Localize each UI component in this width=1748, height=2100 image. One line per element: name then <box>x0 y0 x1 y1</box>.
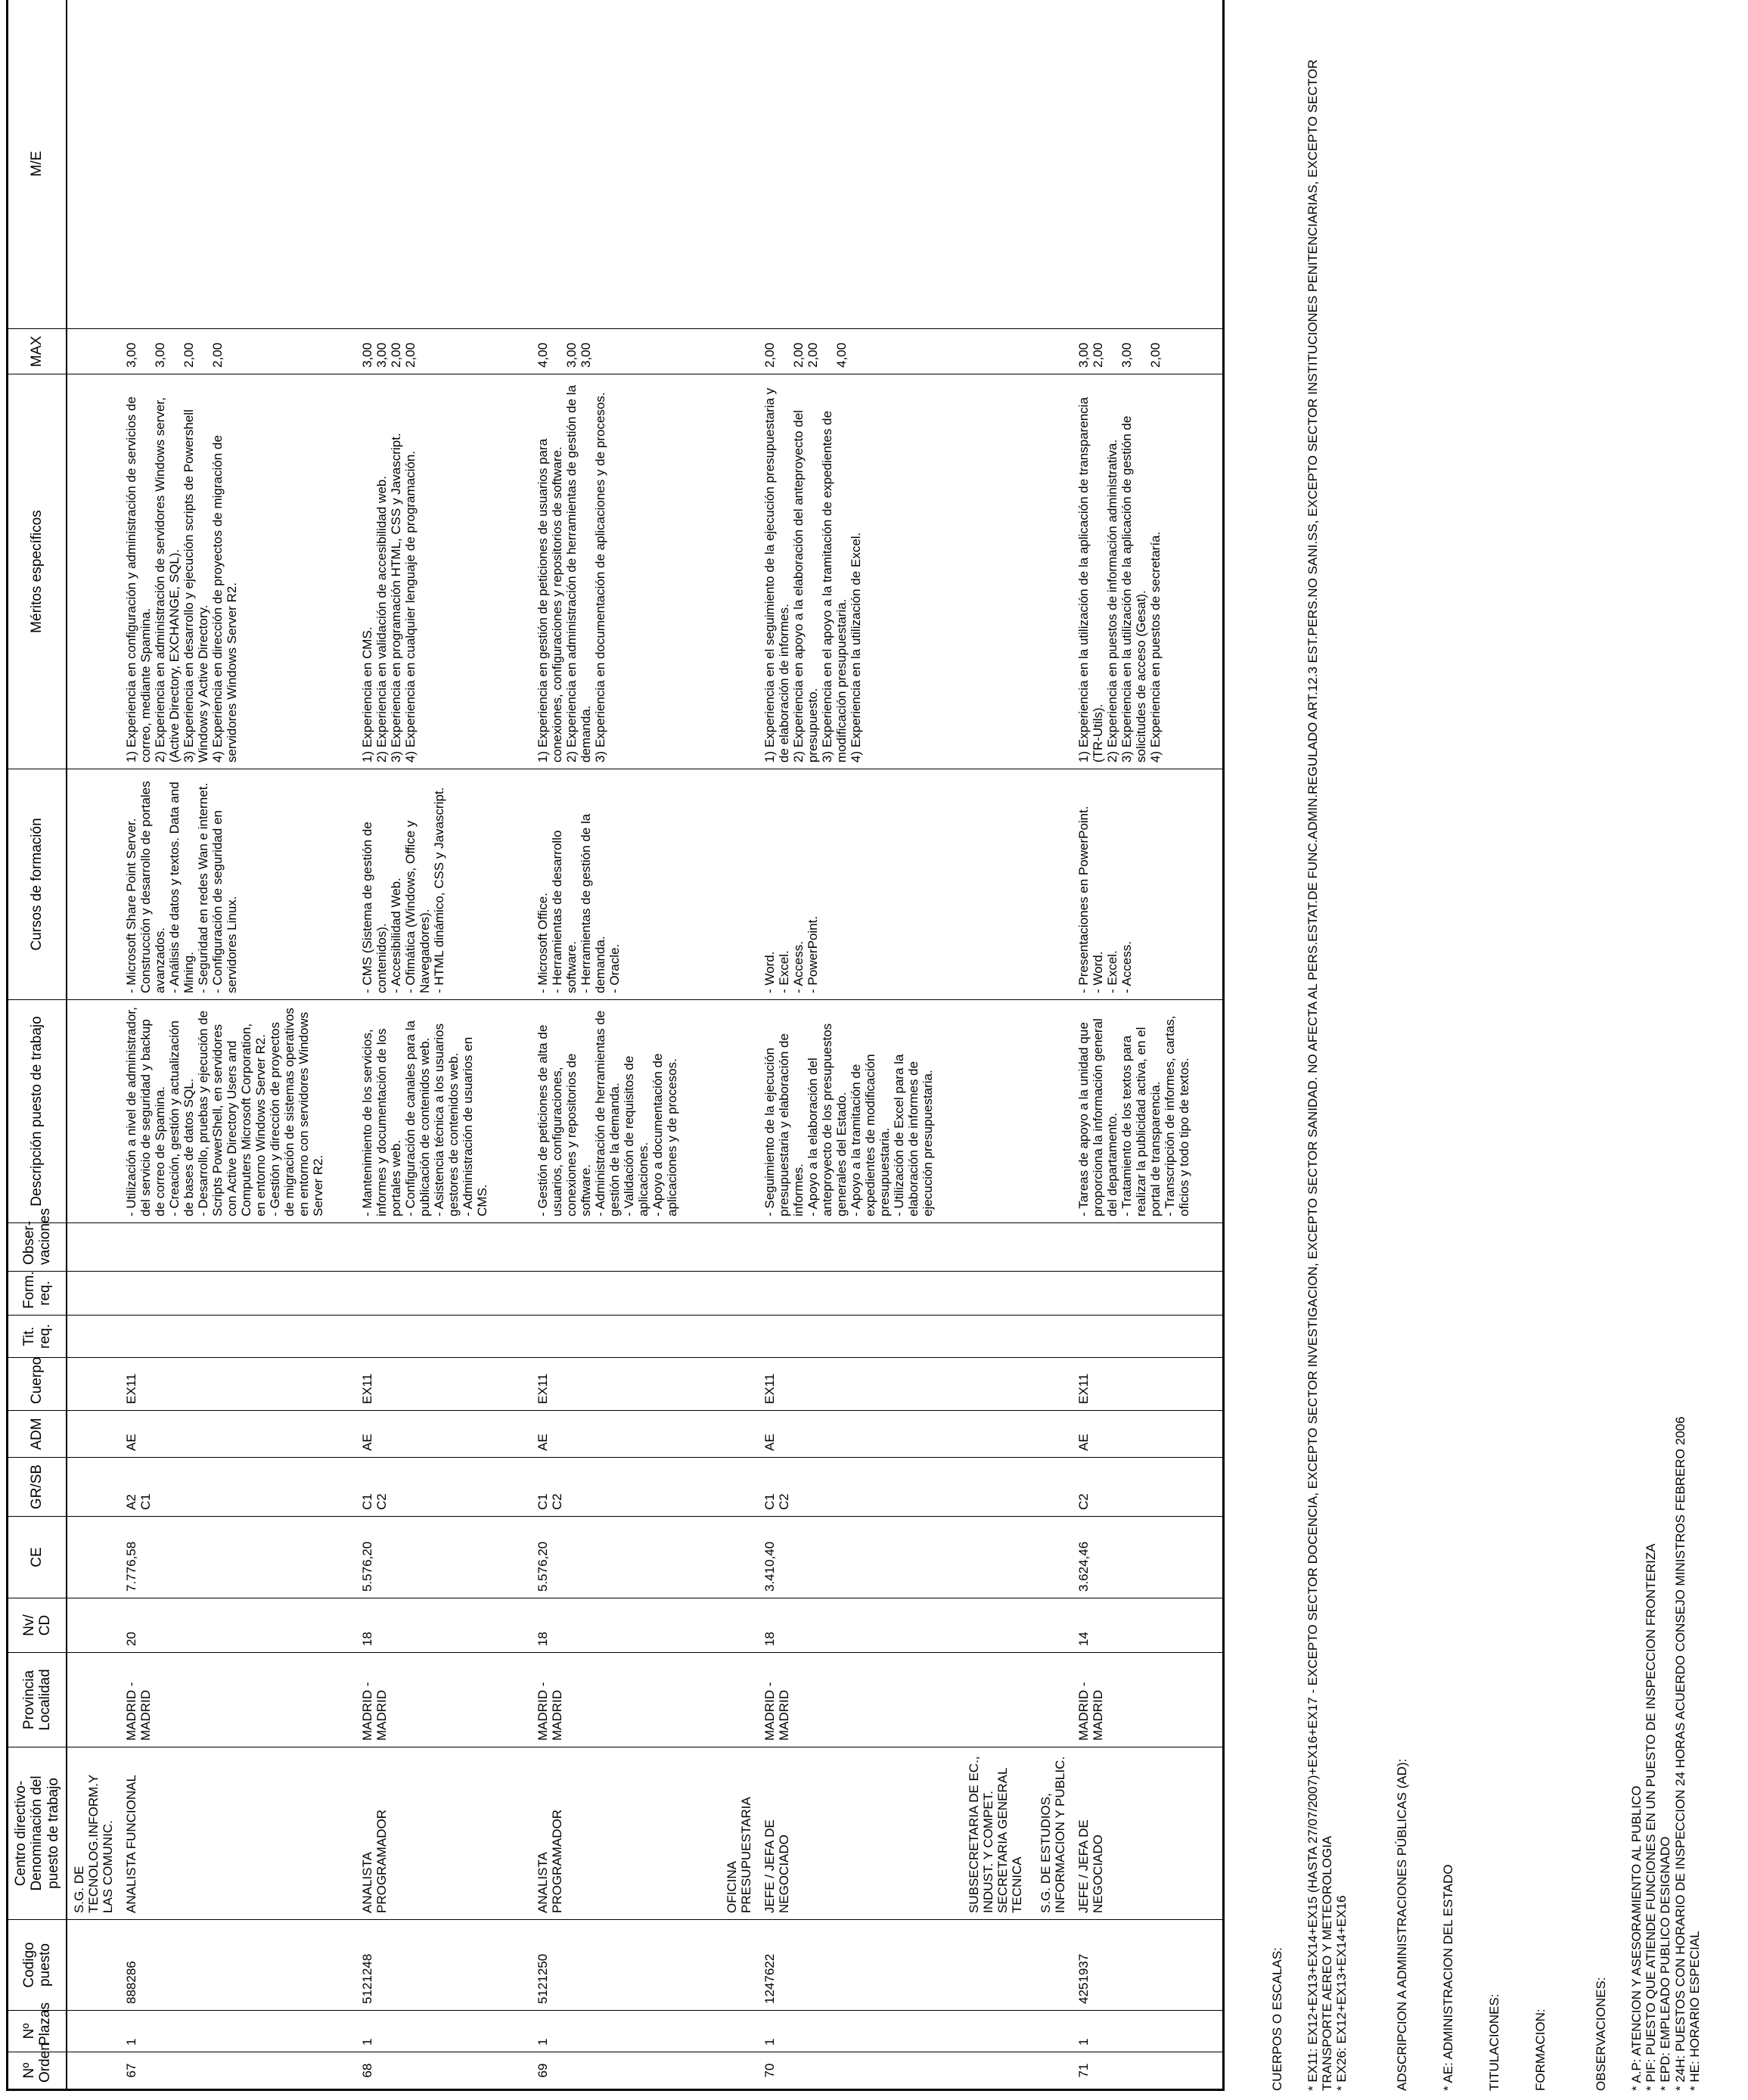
cell-empty <box>67 1598 120 1653</box>
cell-empty <box>522 1517 531 1598</box>
cell-empty <box>67 329 120 374</box>
cuerpos-text: * EX11: EX12+EX13+EX14+EX15 (HASTA 27/07/2007)+EX16+EX17 - EXCEPTO SECTOR DOCENCIA, EXCEPTO SECTOR INVESTIGACION, EXCEPTO SECTOR SANIDAD. NO AFECTA AL PERS.ESTAT.DE FUNC.ADMIN.REGULADO ART.12.3 EST.PERS.NO SANI.SS, EXCEPTO SECTOR INSTITUCIONES PENITENCIARIAS, EXCEPTO SECTOR TRANSPORTE AEREO Y METEOROLOGIA * EX26: EX12+EX13+EX14+EX16 <box>1305 59 1349 2091</box>
col-cursos: Cursos de formación <box>8 769 67 1000</box>
table-row <box>355 0 522 2090</box>
cell-empty <box>962 1517 1072 1598</box>
cell-empty <box>67 1411 120 1458</box>
cell-empty <box>962 329 1072 374</box>
cell-form <box>531 1272 720 1316</box>
cell-puesto: ANALISTA FUNCIONAL <box>120 1747 346 1920</box>
cell-empty <box>522 2011 531 2052</box>
cell-empty <box>962 1653 1072 1747</box>
cell-empty <box>67 1272 120 1316</box>
cell-max: 3,00 3,00 2,00 2,00 <box>355 329 522 374</box>
cell-empty <box>720 0 758 329</box>
cell-empty <box>720 769 758 1000</box>
cell-empty <box>962 2052 1072 2090</box>
adscripcion-text: * AE: ADMINISTRACION DEL ESTADO <box>1441 1864 1456 2091</box>
cell-grsb: C2 <box>1072 1458 1223 1517</box>
unit-row <box>346 0 355 2090</box>
cell-meritos: 1) Experiencia en configuración y administración de servicios de correo, mediante Spamina. 2) Experiencia en administración de servidores Windows server, (Active Directory, EXCHANGE, SQL). 3) Experiencia en desarrollo y ejecución scripts de Powershell Windows y Active Directory. 4) Experiencia en dirección de proyectos de migración de servidores Windows Server R2. <box>120 374 346 769</box>
cell-max: 4,00 3,00 3,00 <box>531 329 720 374</box>
cell-empty <box>67 374 120 769</box>
cell-provincia: MADRID - MADRID <box>355 1653 522 1747</box>
cell-tit <box>120 1316 346 1358</box>
cell-empty <box>346 1653 355 1747</box>
cell-grsb: C1 C2 <box>758 1458 962 1517</box>
table-row <box>1072 0 1223 2090</box>
cell-plazas: 1 <box>758 2011 962 2052</box>
cell-meritos: 1) Experiencia en el seguimiento de la ejecución presupuestaria y de elaboración de informes. 2) Experiencia en apoyo a la elaboración del anteproyecto del presupuesto. 3) Experiencia en el apoyo a la tramitación de expedientes de modificación presupuestaria. 4) Experiencia en la utilización de Excel. <box>758 374 962 769</box>
cell-codigo: 5121250 <box>531 1920 720 2011</box>
col-descripcion: Descripción puesto de trabajo <box>8 1000 67 1223</box>
cell-empty <box>67 1653 120 1747</box>
cell-empty <box>522 1598 531 1653</box>
col-codigo: Codigo puesto <box>8 1920 67 2011</box>
cell-adm: AE <box>531 1411 720 1458</box>
cuerpos-label: CUERPOS O ESCALAS: <box>1269 1947 1284 2091</box>
cell-me <box>1072 0 1223 329</box>
col-nivel: Nv/ CD <box>8 1598 67 1653</box>
cell-empty <box>522 1272 531 1316</box>
col-max: MAX <box>8 329 67 374</box>
cell-empty <box>346 1272 355 1316</box>
cell-empty <box>522 1358 531 1411</box>
cell-unit: SUBSECRETARIA DE EC., INDUST. Y COMPET. SECRETARIA GENERAL TECNICA S.G. DE ESTUDIOS, INFORMACION Y PUBLIC. <box>962 1747 1072 1920</box>
cell-descripcion: - Gestión de peticiones de alta de usuarios, configuraciones, conexiones y repositorios de software. - Administración de herramientas de gestión de la demanda. - Validación de requisitos de aplicaciones. - Apoyo a documentación de aplicaciones y de procesos. <box>531 1000 720 1223</box>
cell-empty <box>346 374 355 769</box>
cell-empty <box>522 374 531 769</box>
footer-notes <box>1240 18 1748 2091</box>
cell-cursos: - Presentaciones en PowerPoint. - Word. - Excel. - Access. <box>1072 769 1223 1000</box>
cell-form <box>758 1272 962 1316</box>
cell-empty <box>522 329 531 374</box>
cell-plazas: 1 <box>1072 2011 1223 2052</box>
cell-cuerpo: EX11 <box>1072 1358 1223 1411</box>
cell-empty <box>346 1458 355 1517</box>
job-positions-table <box>6 0 1225 2091</box>
table-row <box>531 0 720 2090</box>
unit-row <box>720 0 758 2090</box>
cell-empty <box>962 1411 1072 1458</box>
cell-adm: AE <box>355 1411 522 1458</box>
cell-me <box>355 0 522 329</box>
cell-cursos: - Microsoft Office. - Herramientas de desarrollo software. - Herramientas de gestión de la demanda. - Oracle. <box>531 769 720 1000</box>
col-plazas: Nº Plazas <box>8 2011 67 2052</box>
cell-me <box>531 0 720 329</box>
cell-plazas: 1 <box>120 2011 346 2052</box>
cell-cursos: - Word. - Excel. - Access. - PowerPoint. <box>758 769 962 1000</box>
cell-empty <box>962 1000 1072 1223</box>
cell-ce: 3.624,46 <box>1072 1517 1223 1598</box>
cell-nivel: 18 <box>531 1598 720 1653</box>
cell-ce: 7.776,58 <box>120 1517 346 1598</box>
cell-codigo: 1247622 <box>758 1920 962 2011</box>
cell-nivel: 20 <box>120 1598 346 1653</box>
cell-obs <box>758 1223 962 1272</box>
cell-orden: 67 <box>120 2052 346 2090</box>
cell-empty <box>720 1517 758 1598</box>
cell-tit <box>531 1316 720 1358</box>
cell-form <box>1072 1272 1223 1316</box>
cell-empty <box>346 0 355 329</box>
cell-adm: AE <box>758 1411 962 1458</box>
cell-me <box>758 0 962 329</box>
cell-empty <box>720 1316 758 1358</box>
cell-form <box>355 1272 522 1316</box>
cell-nivel: 18 <box>758 1598 962 1653</box>
cell-ce: 5.576,20 <box>531 1517 720 1598</box>
cell-empty <box>720 2052 758 2090</box>
cell-empty <box>720 1598 758 1653</box>
cell-descripcion: - Utilización a nivel de administrador, del servicio de seguridad y backup de correo de Spamina. - Creación, gestión y actualización de bases de datos SQL. - Desarrollo, pruebas y ejecución de Scripts PowerShell, en servidores con Active Directory Users and Computers Microsoft Corporation, en entorno Windows Server R2. - Gestión y dirección de proyectos de migración de sistemas operativos en entorno con servidores Windows Server R2. <box>120 1000 346 1223</box>
cell-empty <box>962 1223 1072 1272</box>
cell-plazas: 1 <box>355 2011 522 2052</box>
col-grsb: GR/SB <box>8 1458 67 1517</box>
cell-empty <box>522 1223 531 1272</box>
cell-me <box>120 0 346 329</box>
cell-empty <box>522 1316 531 1358</box>
cell-empty <box>346 1316 355 1358</box>
cell-descripcion: - Tareas de apoyo a la unidad que proporciona la información general del departamento. - Tratamiento de los textos para realizar la publicidad activa, en el portal de transparencia. - Transcripción de informes, cartas, oficios y todo tipo de textos. <box>1072 1000 1223 1223</box>
cell-cursos: - Microsoft Share Point Server. Construcción y desarrollo de portales avanzados. - Análisis de datos y textos. Data and Mining. - Seguridad en redes Wan e internet. - Configuración de seguridad en servidores Linux. <box>120 769 346 1000</box>
cell-tit <box>355 1316 522 1358</box>
col-provincia: Provincia Localidad <box>8 1653 67 1747</box>
cell-empty <box>522 1920 531 2011</box>
cell-empty <box>346 1517 355 1598</box>
formacion-label: FORMACION: <box>1532 2008 1548 2091</box>
unit-row <box>522 0 531 2090</box>
col-cuerpo: Cuerpo <box>8 1358 67 1411</box>
cell-empty <box>962 0 1072 329</box>
cell-empty <box>962 374 1072 769</box>
cell-orden: 68 <box>355 2052 522 2090</box>
cell-empty <box>67 1517 120 1598</box>
cell-empty <box>67 1000 120 1223</box>
cell-grsb: A2 C1 <box>120 1458 346 1517</box>
cell-orden: 69 <box>531 2052 720 2090</box>
cell-empty <box>346 2052 355 2090</box>
col-ce: CE <box>8 1517 67 1598</box>
cell-ce: 5.576,20 <box>355 1517 522 1598</box>
cell-empty <box>67 1458 120 1517</box>
cell-puesto: JEFE / JEFA DE NEGOCIADO <box>758 1747 962 1920</box>
col-adm: ADM <box>8 1411 67 1458</box>
cell-empty <box>962 769 1072 1000</box>
cell-empty <box>522 1411 531 1458</box>
cell-empty <box>522 769 531 1000</box>
cell-puesto: ANALISTA PROGRAMADOR <box>531 1747 720 1920</box>
cell-max: 2,00 2,00 2,00 4,00 <box>758 329 962 374</box>
cell-descripcion: - Mantenimiento de los servicios, informes y documentación de los portales web. - Configuración de canales para la publicación de contenidos web. - Asistencia técnica a los usuarios gestores de contenidos web. - Administración de usuarios en CMS. <box>355 1000 522 1223</box>
col-me: M/E <box>8 0 67 329</box>
cell-empty <box>720 1223 758 1272</box>
cell-codigo: 5121248 <box>355 1920 522 2011</box>
cell-empty <box>720 1000 758 1223</box>
cell-empty <box>962 2011 1072 2052</box>
cell-obs <box>1072 1223 1223 1272</box>
unit-row <box>962 0 1072 2090</box>
cell-nivel: 14 <box>1072 1598 1223 1653</box>
col-obs: Obser-vaciones <box>8 1223 67 1272</box>
cell-empty <box>522 1458 531 1517</box>
cell-provincia: MADRID - MADRID <box>758 1653 962 1747</box>
cell-obs <box>355 1223 522 1272</box>
cell-empty <box>720 374 758 769</box>
cell-tit <box>758 1316 962 1358</box>
cell-empty <box>962 1598 1072 1653</box>
col-meritos: Méritos específicos <box>8 374 67 769</box>
cell-empty <box>67 2011 120 2052</box>
cell-empty <box>720 1272 758 1316</box>
table-row <box>120 0 346 2090</box>
cell-unit <box>346 1747 355 1920</box>
cell-empty <box>522 0 531 329</box>
col-tit: Tit. req. <box>8 1316 67 1358</box>
cell-meritos: 1) Experiencia en la utilización de la aplicación de transparencia (TR-Utils). 2) Experiencia en puestos de información administrativa. 3) Experiencia en la utilización de la aplicación de gestión de solicitudes de acceso (Gesat). 4) Experiencia en puestos de secretaría. <box>1072 374 1223 769</box>
cell-provincia: MADRID - MADRID <box>531 1653 720 1747</box>
cell-empty <box>67 1316 120 1358</box>
cell-empty <box>720 1411 758 1458</box>
cell-empty <box>346 1920 355 2011</box>
cell-codigo: 4251937 <box>1072 1920 1223 2011</box>
cell-tit <box>1072 1316 1223 1358</box>
table-body <box>67 0 1223 2090</box>
col-orden: Nº Orden <box>8 2052 67 2090</box>
col-centro: Centro directivo-Denominación del puesto de trabajo <box>8 1747 67 1920</box>
cell-cuerpo: EX11 <box>531 1358 720 1411</box>
cell-empty <box>346 1000 355 1223</box>
table-row <box>758 0 962 2090</box>
unit-row <box>67 0 120 2090</box>
cell-obs <box>120 1223 346 1272</box>
cell-empty <box>346 1598 355 1653</box>
cell-orden: 70 <box>758 2052 962 2090</box>
header-row <box>8 0 67 2090</box>
cell-grsb: C1 C2 <box>531 1458 720 1517</box>
cell-ce: 3.410,40 <box>758 1517 962 1598</box>
cell-descripcion: - Seguimiento de la ejecución presupuestaria y elaboración de informes. - Apoyo a la elaboración del anteproyecto de los presupuestos generales del Estado. - Apoyo a la tramitación de expedientes de modificación presupuestaria. - Utilización de Excel para la elaboración de informes de ejecución presupuestaria. <box>758 1000 962 1223</box>
cell-puesto: JEFE / JEFA DE NEGOCIADO <box>1072 1747 1223 1920</box>
cell-cuerpo: EX11 <box>120 1358 346 1411</box>
cell-cuerpo: EX11 <box>758 1358 962 1411</box>
cell-empty <box>346 769 355 1000</box>
cell-obs <box>531 1223 720 1272</box>
adscripcion-label: ADSCRIPCION A ADMINISTRACIONES PÚBLICAS (AD): <box>1395 1758 1410 2091</box>
cell-unit <box>522 1747 531 1920</box>
cell-unit: OFICINA PRESUPUESTARIA <box>720 1747 758 1920</box>
cell-empty <box>962 1920 1072 2011</box>
cell-empty <box>962 1358 1072 1411</box>
cell-adm: AE <box>1072 1411 1223 1458</box>
cell-empty <box>962 1316 1072 1358</box>
cell-form <box>120 1272 346 1316</box>
col-form: Form. req. <box>8 1272 67 1316</box>
cell-empty <box>962 1272 1072 1316</box>
titulaciones-label: TITULACIONES: <box>1486 1993 1501 2091</box>
cell-max: 3,00 3,00 2,00 2,00 <box>120 329 346 374</box>
cell-empty <box>346 329 355 374</box>
cell-empty <box>346 1411 355 1458</box>
cell-cursos: - CMS (Sistema de gestión de contenidos). - Accesibilidad Web. - Ofimática (Windows, Office y Navegadores). - HTML dinámico, CSS y Javascript. <box>355 769 522 1000</box>
cell-grsb: C1 C2 <box>355 1458 522 1517</box>
cell-max: 3,00 2,00 3,00 2,00 <box>1072 329 1223 374</box>
cell-empty <box>67 1920 120 2011</box>
cell-unit: S.G. DE TECNOLOG.INFORM.Y LAS COMUNIC. <box>67 1747 120 1920</box>
cell-empty <box>720 1358 758 1411</box>
cell-empty <box>67 1223 120 1272</box>
cell-cuerpo: EX11 <box>355 1358 522 1411</box>
cell-empty <box>67 2052 120 2090</box>
cell-nivel: 18 <box>355 1598 522 1653</box>
cell-empty <box>720 1653 758 1747</box>
observaciones-label: OBSERVACIONES: <box>1593 1977 1608 2091</box>
cell-adm: AE <box>120 1411 346 1458</box>
cell-orden: 71 <box>1072 2052 1223 2090</box>
cell-empty <box>720 2011 758 2052</box>
cell-empty <box>522 2052 531 2090</box>
cell-meritos: 1) Experiencia en CMS. 2) Experiencia en validación de accesibilidad web. 3) Experiencia en programación HTML, CSS y Javascript. 4) Experiencia en cualquier lenguaje de programación. <box>355 374 522 769</box>
cell-provincia: MADRID - MADRID <box>120 1653 346 1747</box>
cell-empty <box>67 0 120 329</box>
observaciones-text: * A.P: ATENCION Y ASESORAMIENTO AL PUBLICO * PIF: PUESTO QUE ATIENDE FUNCIONES EN UN PUESTO DE INSPECCION FRONTERIZA * EPD: EMPLEADO PUBLICO DESIGNADO * 24H: PUESTOS CON HORARIO DE INSPECCION 24 HORAS ACUERDO CONSEJO MINISTROS FEBRERO 2006 * HE: HORARIO ESPECIAL <box>1628 1416 1702 2091</box>
cell-empty <box>67 1358 120 1411</box>
cell-meritos: 1) Experiencia en gestión de peticiones de usuarios para conexiones, configuraciones y repositorios de software. 2) Experiencia en administración de herramientas de gestión de la demanda. 3) Experiencia en documentación de aplicaciones y de procesos. <box>531 374 720 769</box>
cell-puesto: ANALISTA PROGRAMADOR <box>355 1747 522 1920</box>
cell-empty <box>522 1653 531 1747</box>
cell-codigo: 888286 <box>120 1920 346 2011</box>
cell-empty <box>720 329 758 374</box>
cell-empty <box>67 769 120 1000</box>
cell-empty <box>346 1358 355 1411</box>
cell-empty <box>346 1223 355 1272</box>
cell-empty <box>720 1920 758 2011</box>
cell-empty <box>720 1458 758 1517</box>
cell-provincia: MADRID - MADRID <box>1072 1653 1223 1747</box>
cell-plazas: 1 <box>531 2011 720 2052</box>
cell-empty <box>522 1000 531 1223</box>
cell-empty <box>962 1458 1072 1517</box>
cell-empty <box>346 2011 355 2052</box>
